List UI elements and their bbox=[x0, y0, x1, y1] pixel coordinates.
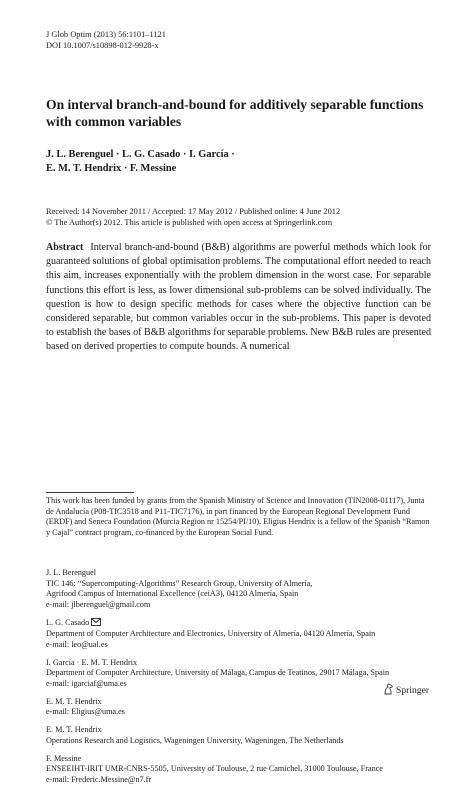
affiliation-block bbox=[46, 754, 432, 786]
affiliation-author-name: E. M. T. Hendrix bbox=[46, 725, 102, 735]
affiliation-email[interactable]: e-mail: jlberenguel@gmail.com bbox=[46, 599, 151, 609]
affiliation-address: Department of Computer Architecture, University of Málaga, Campus de Teatinos, 29017 Málaga, Spain bbox=[46, 668, 390, 678]
affiliation-author-name: F. Messine bbox=[46, 753, 82, 763]
affiliation-author bbox=[46, 568, 432, 579]
affiliation-address: TIC 146: “Supercomputing-Algorithms” Research Group, University of Almería, bbox=[46, 578, 313, 588]
publisher-name: Springer bbox=[396, 685, 430, 696]
author-line-2 bbox=[46, 162, 446, 176]
author-name: E. M. T. Hendrix bbox=[46, 163, 122, 174]
affiliation-address: Operations Research and Logistics, Wageningen University, Wageningen, The Netherlands bbox=[46, 735, 344, 745]
copyright-notice: © The Author(s) 2012. This article is published with open access at Springerlink.com bbox=[46, 218, 333, 227]
author-name: J. L. Berenguel bbox=[46, 149, 114, 160]
author-separator: · bbox=[180, 149, 190, 160]
journal-citation: J Glob Optim (2013) 56:1101–1121 bbox=[46, 30, 166, 39]
affiliation-email[interactable]: e-mail: leo@ual.es bbox=[46, 639, 108, 649]
journal-doi[interactable]: DOI 10.1007/s10898-012-9928-x bbox=[46, 41, 159, 50]
affiliation-address: ENSEEIHT-IRIT UMR-CNRS-5505, University of Toulouse, 2 rue Camichel, 31000 Toulouse, France bbox=[46, 764, 383, 774]
abstract bbox=[46, 241, 431, 355]
publisher-mark bbox=[383, 683, 429, 696]
footnote-divider bbox=[46, 492, 134, 493]
affiliation-address: Agrifood Campus of International Excellence (ceiA3), 04120 Almería, Spain bbox=[46, 589, 299, 599]
affiliation-author-name: E. M. T. Hendrix bbox=[46, 696, 102, 706]
affiliation-author-name: J. L. Berenguel bbox=[46, 568, 97, 577]
article-history bbox=[46, 206, 446, 228]
affiliation-author bbox=[46, 618, 432, 630]
affiliation-block bbox=[46, 618, 432, 651]
envelope-icon bbox=[91, 618, 101, 630]
affiliation-block bbox=[46, 658, 432, 690]
abstract-text: Interval branch-and-bound (B&B) algorithms are powerful methods which look for guaranteed solutions of global optimisation problems. The computational effort needed to reach this aim, increases exponentially with the problem dimension in the worst case. For separable functions this effort is less, as lower dimensional sub-problems can be solved individually. The question is how to design specific methods for cases where the objective function can be considered separable, but common variables occur in the sub-problems. This paper is devoted to establish the bases of B&B algorithms for separable problems. New B&B rules are presented based on derived properties to compute bounds. A numerical bbox=[46, 242, 431, 353]
affiliation-author bbox=[46, 725, 432, 736]
abstract-label: Abstract bbox=[46, 242, 84, 253]
affiliations bbox=[46, 568, 432, 793]
affiliation-author bbox=[46, 697, 432, 708]
journal-header bbox=[46, 29, 166, 51]
affiliation-block bbox=[46, 697, 432, 718]
publication-dates: Received: 14 November 2011 / Accepted: 17 May 2012 / Published online: 4 June 2012 bbox=[46, 207, 341, 216]
article-title: On interval branch-and-bound for additively separable functions with common variables bbox=[46, 97, 424, 129]
author-name: I. García bbox=[189, 149, 229, 160]
author-separator: · bbox=[121, 163, 130, 174]
affiliation-author-name: I. García · E. M. T. Hendrix bbox=[46, 657, 138, 667]
affiliation-email[interactable]: e-mail: Frederic.Messine@n7.fr bbox=[46, 774, 152, 784]
author-name: L. G. Casado bbox=[122, 149, 181, 160]
author-line-1 bbox=[46, 148, 446, 162]
author-separator: · bbox=[113, 149, 123, 160]
author-name: F. Messine bbox=[129, 163, 177, 174]
affiliation-email[interactable]: e-mail: Eligius@uma.es bbox=[46, 707, 125, 717]
author-list bbox=[46, 148, 446, 176]
author-separator: · bbox=[228, 149, 235, 160]
affiliation-author-name: L. G. Casado bbox=[46, 617, 90, 627]
funding-footnote: This work has been funded by grants from the Spanish Ministry of Science and Innovation (TIN2008-01117), Junta de Andalucía (P08-TIC3518 and P11-TIC7176), in part financed by the European Regional Development Fund (ERDF) and Seneca Foundation (Murcia Region nr 15254/PI/10). Eligius Hendrix is a fellow of the Spanish “Ramon y Cajal” contract program, co-financed by the European Social Fund. bbox=[46, 496, 430, 537]
affiliation-author bbox=[46, 754, 432, 765]
affiliation-author bbox=[46, 658, 432, 669]
affiliation-email[interactable]: e-mail: igarciaf@uma.es bbox=[46, 678, 127, 688]
affiliation-block bbox=[46, 568, 432, 610]
springer-horse-icon bbox=[383, 685, 396, 696]
affiliation-block bbox=[46, 725, 432, 746]
affiliation-address: Department of Computer Architecture and Electronics, University of Almería, 04120 Almería, Spain bbox=[46, 629, 376, 639]
